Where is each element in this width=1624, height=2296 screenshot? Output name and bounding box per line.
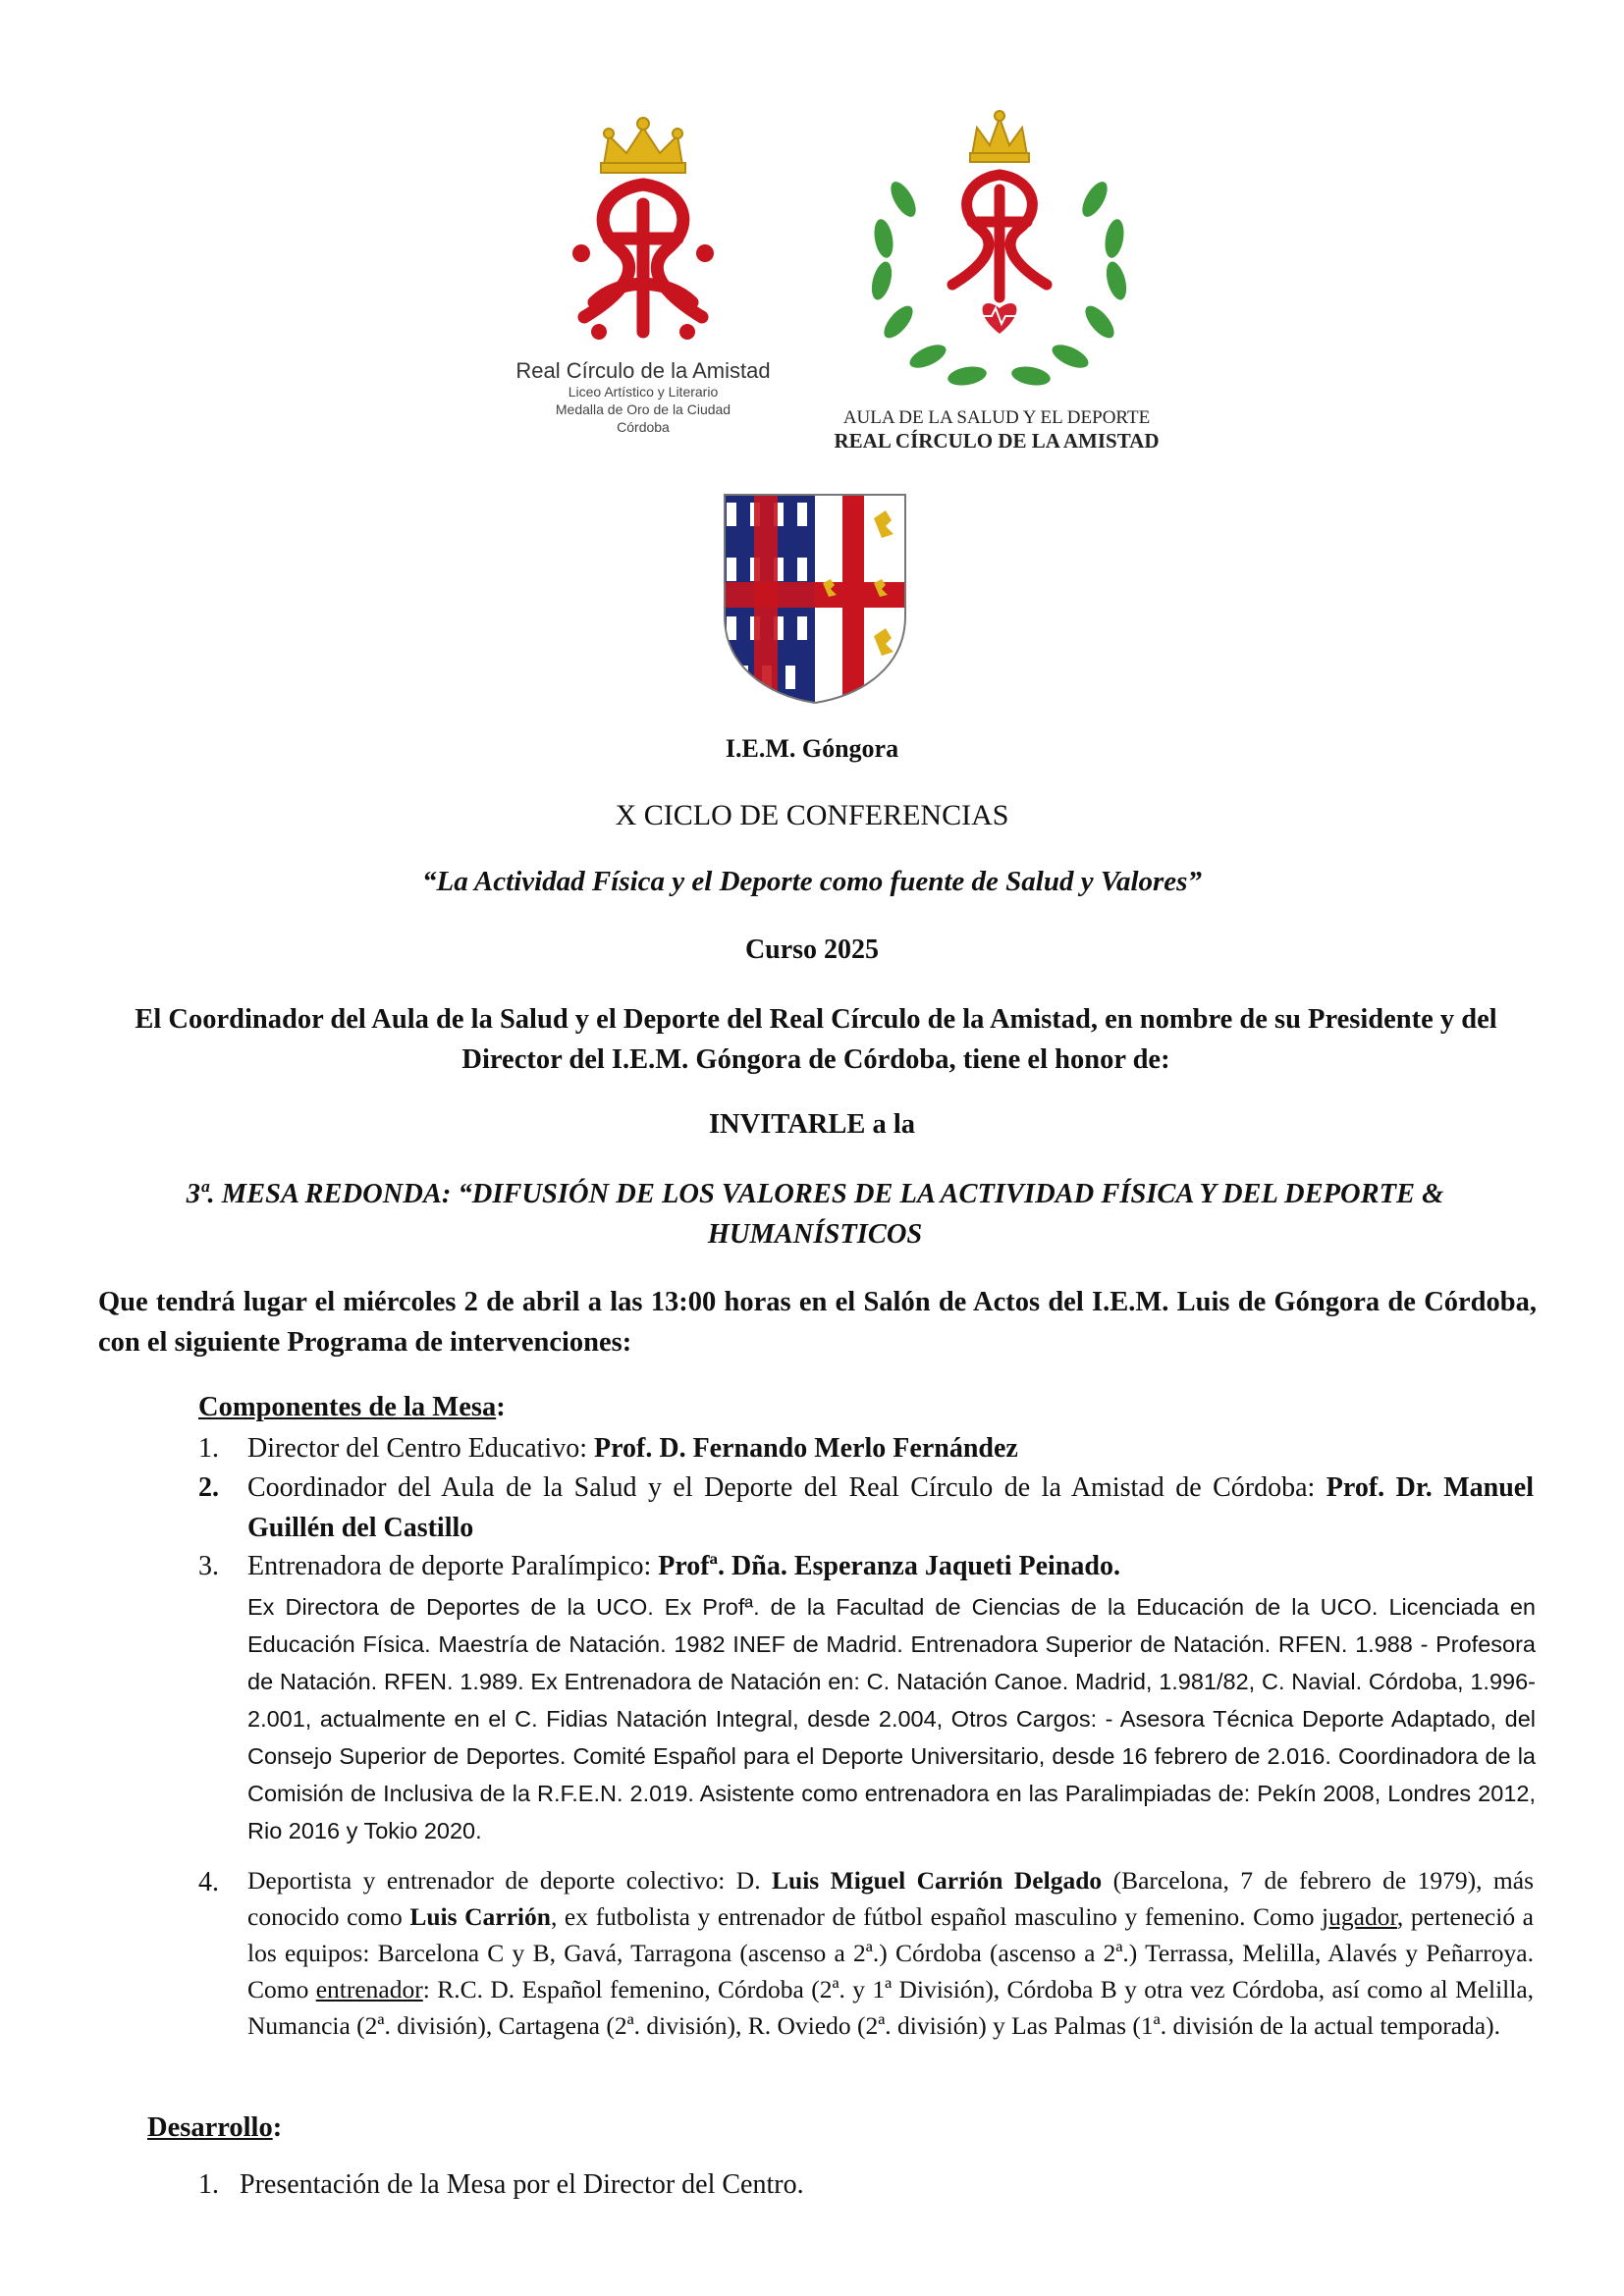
round-table-title: 3ª. MESA REDONDA: “DIFUSIÓN DE LOS VALORES DE LA ACTIVIDAD FÍSICA Y DEL DEPORTE & HUMANÍSTICOS [186, 1179, 1444, 1251]
course-year: Curso 2025 [744, 934, 880, 965]
components-heading-text: Componentes de la Mesa [198, 1392, 497, 1422]
logo-right-aula: AULA DE LA SALUD Y EL DEPORTE [842, 407, 1151, 428]
item-biography: Ex Directora de Deportes de la UCO. Ex Profª. de la Facultad de Ciencias de la Educación de la UCO. Licenciada en Educación Física. Maestría de Natación. 1982 INEF de Madrid. Entrenadora Superior de Natación. RFEN. 1.988 - Profesora de Natación. RFEN. 1.989. Ex Entrenadora de Natación en: C. Natación Canoe. Madrid, 1.981/82, C. Navial. Córdoba, 1.996-2.001, actualmente en el C. Fidias Natación Integral, desde 2.004, Otros Cargos: - Asesora Técnica Deporte Adaptado, del Consejo Superior de Deportes. Comité Español para el Deporte Universitario, desde 16 febrero de 2.016. Coordinadora de la Comisión de Inclusiva de la R.F.E.N. 2.019. Asistente como entrenadora en las Paralimpiadas de: Pekín 2008, Londres 2012, Rio 2016 y Tokio 2020. [247, 1594, 1536, 1844]
development-item [198, 2169, 1475, 2201]
item-role: Deportista y entrenador de deporte colectivo: D. [247, 1866, 773, 1895]
development-heading [147, 2112, 282, 2144]
aula-salud-logo [825, 106, 1168, 459]
item-text: , ex futbolista y entrenador de fútbol español masculino y femenino. Como [550, 1901, 1323, 1931]
item-number: 3. [198, 1551, 219, 1581]
cycle-title: X CICLO DE CONFERENCIAS [615, 799, 1009, 831]
intro-paragraph: El Coordinador del Aula de la Salud y el Deporte del Real Círculo de la Amistad, en nombre de su Presidente y del Director del I.E.M. Góngora de Córdoba, tiene el honor de: [135, 1004, 1497, 1076]
components-heading [198, 1392, 506, 1423]
item-role: Entrenadora de deporte Paralímpico: [247, 1551, 659, 1581]
logo-left-city: Córdoba [617, 419, 670, 435]
theme-quote: “La Actividad Física y el Deporte como fuente de Salud y Valores” [422, 866, 1202, 897]
dev-item-text: Presentación de la Mesa por el Director del Centro. [240, 2169, 804, 2200]
invite-line: INVITARLE a la [708, 1109, 916, 1140]
components-heading-colon: : [496, 1392, 506, 1422]
component-item [198, 1547, 1534, 1587]
item-jugador: jugador [1322, 1901, 1397, 1931]
institution-title: I.E.M. Góngora [725, 734, 899, 763]
item-number: 4. [198, 1867, 219, 1897]
item-text: (Barcelona, 7 de febrero de 1979), más conocido como [247, 1866, 1534, 1931]
development-heading-text: Desarrollo [147, 2112, 273, 2143]
laurel-monogram-icon [825, 106, 1168, 410]
logo-left-medal: Medalla de Oro de la Ciudad [555, 401, 731, 417]
component-item [198, 1468, 1534, 1548]
item-role: Director del Centro Educativo: [247, 1433, 594, 1464]
item-number: 1. [198, 1433, 219, 1464]
item-person: Luis Miguel Carrión Delgado [772, 1866, 1103, 1895]
item-text: : R.C. D. Español femenino, Córdoba (2ª. y 1ª División), Córdoba B y otra vez Córdoba, así como al Melilla, Numancia (2ª. división), Cartagena (2ª. división), R. Oviedo (2ª. división) y Las Palmas (1ª. división de la actual temporada). [247, 1974, 1535, 2040]
iem-gongora-shield-icon [717, 489, 913, 707]
component-item [198, 1429, 1534, 1469]
real-circulo-logo [511, 106, 776, 440]
crowned-monogram-icon [511, 106, 776, 361]
item-role: Coordinador del Aula de la Salud y el Deporte del Real Círculo de la Amistad de Córdoba: [247, 1472, 1326, 1503]
item-text: , perteneció a los equipos: Barcelona C y B, Gavá, Tarragona (ascenso a 2ª.) Córdoba (ascenso a 2ª.) Terrassa, Melilla, Alavés y Peñarroya. Como [247, 1901, 1534, 2003]
item-person: Prof. Dr. Manuel Guillén del Castillo [247, 1472, 1534, 1543]
item-alias: Luis Carrión [409, 1901, 551, 1931]
dev-item-number: 1. [198, 2169, 219, 2200]
logo-right-circulo: REAL CÍRCULO DE LA AMISTAD [834, 429, 1160, 453]
development-heading-colon: : [272, 2112, 283, 2143]
item-person: Profª. Dña. Esperanza Jaqueti Peinado. [658, 1551, 1120, 1581]
venue-paragraph: Que tendrá lugar el miércoles 2 de abril a las 13:00 horas en el Salón de Actos del I.E.M. Luis de Góngora de Córdoba, con el siguiente Programa de intervenciones: [98, 1287, 1537, 1359]
logo-left-subtitle: Liceo Artístico y Literario [568, 384, 719, 400]
item-entrenador: entrenador [315, 1974, 423, 2003]
item-person: Prof. D. Fernando Merlo Fernández [594, 1433, 1018, 1464]
component-item [198, 1863, 1534, 2045]
logo-left-name: Real Círculo de la Amistad [515, 358, 771, 383]
item-number: 2. [198, 1472, 219, 1503]
